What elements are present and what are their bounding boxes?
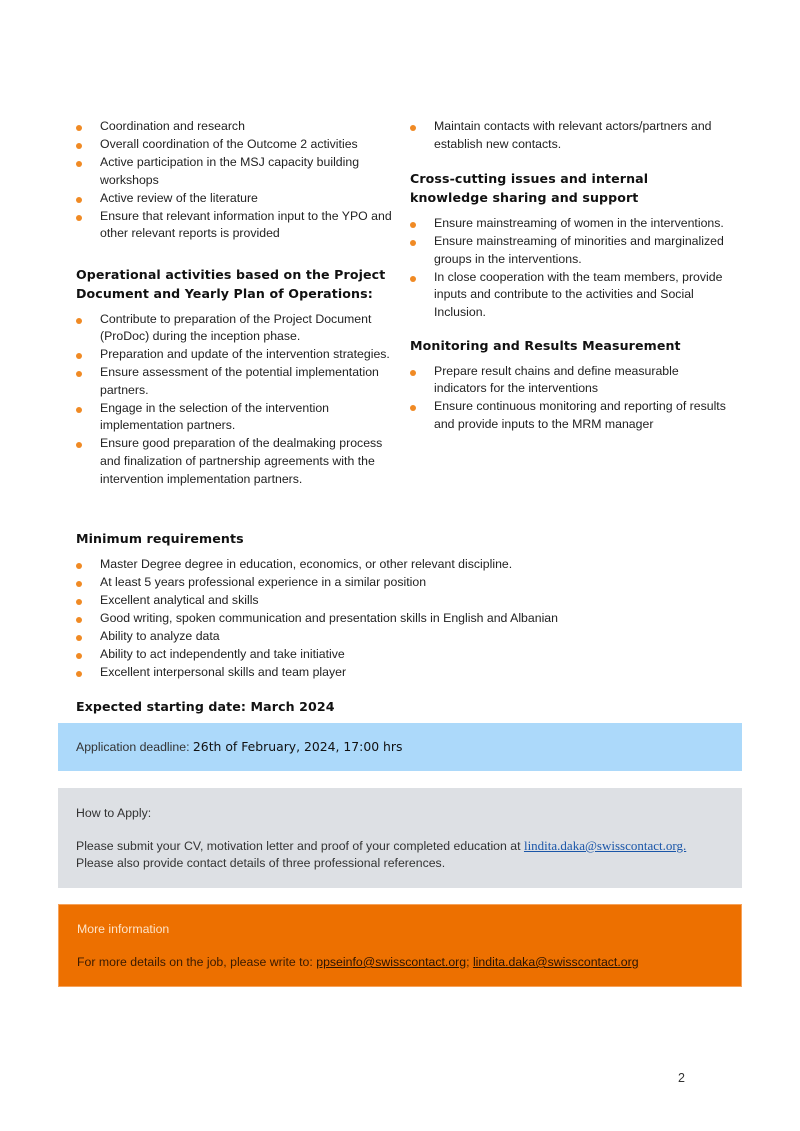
info-email-link[interactable]: ppseinfo@swisscontact.org — [316, 955, 467, 969]
how-to-apply-title: How to Apply: — [76, 806, 152, 820]
bullet-icon — [410, 240, 416, 246]
list-item: Excellent analytical and skills — [76, 592, 736, 610]
deadline-band — [58, 723, 742, 771]
bullet-icon — [76, 442, 82, 448]
bullet-icon — [76, 215, 82, 221]
bullet-icon — [410, 222, 416, 228]
bullet-icon — [76, 671, 82, 677]
more-info-title: More information — [77, 922, 170, 936]
operational-activities-list — [76, 311, 394, 489]
how-to-apply-band — [58, 788, 742, 888]
bullet-icon — [410, 125, 416, 131]
bullet-icon — [410, 370, 416, 376]
list-item: Ensure assessment of the potential implementation partners. — [76, 364, 394, 399]
bullet-icon — [76, 617, 82, 623]
bullet-icon — [76, 407, 82, 413]
list-item: Active review of the literature — [76, 190, 394, 208]
list-item: Ensure mainstreaming of women in the interventions. — [410, 215, 730, 233]
page-number: 2 — [678, 1071, 685, 1085]
cross-cutting-heading: Cross-cutting issues and internal knowledge sharing and support — [410, 171, 649, 206]
bullet-icon — [76, 197, 82, 203]
list-item: Ability to analyze data — [76, 628, 736, 646]
list-item: Preparation and update of the intervention strategies. — [76, 346, 394, 364]
list-item: Ability to act independently and take initiative — [76, 646, 736, 664]
cross-cutting-list — [410, 215, 730, 321]
monitoring-heading: Monitoring and Results Measurement — [410, 337, 681, 353]
bullet-icon — [76, 161, 82, 167]
references-text: Please also provide contact details of three professional references. — [76, 856, 446, 870]
list-item: Active participation in the MSJ capacity building workshops — [76, 154, 394, 189]
responsibilities-list — [76, 118, 394, 243]
email-separator: ; — [466, 955, 470, 969]
bullet-icon — [76, 371, 82, 377]
deadline-text — [76, 739, 402, 754]
list-item: Ensure good preparation of the dealmaking process and finalization of partnership agreements with the intervention implementation partners. — [76, 435, 394, 488]
more-info-band — [58, 904, 742, 987]
list-item: In close cooperation with the team members, provide inputs and contribute to the activities and Social Inclusion. — [410, 269, 730, 322]
list-item: Ensure continuous monitoring and reporting of results and provide inputs to the MRM manager — [410, 398, 730, 433]
bullet-icon — [76, 143, 82, 149]
bullet-icon — [76, 318, 82, 324]
list-item: Excellent interpersonal skills and team player — [76, 664, 736, 682]
starting-date-heading: Expected starting date: March 2024 — [76, 699, 335, 714]
requirements-list — [76, 556, 736, 682]
bullet-icon — [76, 581, 82, 587]
instructions-text: Please submit your CV, motivation letter and proof of your completed education at — [76, 839, 521, 853]
bullet-icon — [410, 276, 416, 282]
bullet-icon — [76, 635, 82, 641]
left-column — [76, 118, 394, 489]
requirements-heading: Minimum requirements — [76, 531, 244, 546]
requirements-section — [76, 529, 736, 682]
list-item: Coordination and research — [76, 118, 394, 136]
monitoring-list — [410, 363, 730, 434]
list-item: At least 5 years professional experience in a similar position — [76, 574, 736, 592]
contacts-list — [410, 118, 730, 153]
bullet-icon — [76, 125, 82, 131]
more-info-text — [77, 955, 639, 969]
bullet-icon — [76, 599, 82, 605]
list-item: Good writing, spoken communication and presentation skills in English and Albanian — [76, 610, 736, 628]
list-item: Contribute to preparation of the Project Document (ProDoc) during the inception phase. — [76, 311, 394, 346]
bullet-icon — [76, 353, 82, 359]
deadline-label: Application deadline: — [76, 740, 190, 754]
info-email-link-2[interactable]: lindita.daka@swisscontact.org — [472, 955, 639, 969]
apply-email-link[interactable]: lindita.daka@swisscontact.org. — [523, 838, 687, 853]
operational-activities-heading: Operational activities based on the Project Document and Yearly Plan of Operations: — [76, 266, 386, 301]
list-item: Ensure mainstreaming of minorities and marginalized groups in the interventions. — [410, 233, 730, 268]
list-item: Engage in the selection of the intervention implementation partners. — [76, 400, 394, 435]
list-item: Overall coordination of the Outcome 2 activities — [76, 136, 394, 154]
more-info-sentence: For more details on the job, please write to: — [77, 955, 313, 969]
list-item: Prepare result chains and define measurable indicators for the interventions — [410, 363, 730, 398]
bullet-icon — [76, 653, 82, 659]
how-to-apply-instructions — [76, 838, 686, 854]
list-item: Ensure that relevant information input to the YPO and other relevant reports is provided — [76, 208, 394, 243]
list-item: Maintain contacts with relevant actors/partners and establish new contacts. — [410, 118, 730, 153]
right-column — [410, 118, 730, 434]
bullet-icon — [76, 563, 82, 569]
list-item: Master Degree degree in education, economics, or other relevant discipline. — [76, 556, 736, 574]
bullet-icon — [410, 405, 416, 411]
deadline-value: 26th of February, 2024, 17:00 hrs — [192, 739, 403, 754]
